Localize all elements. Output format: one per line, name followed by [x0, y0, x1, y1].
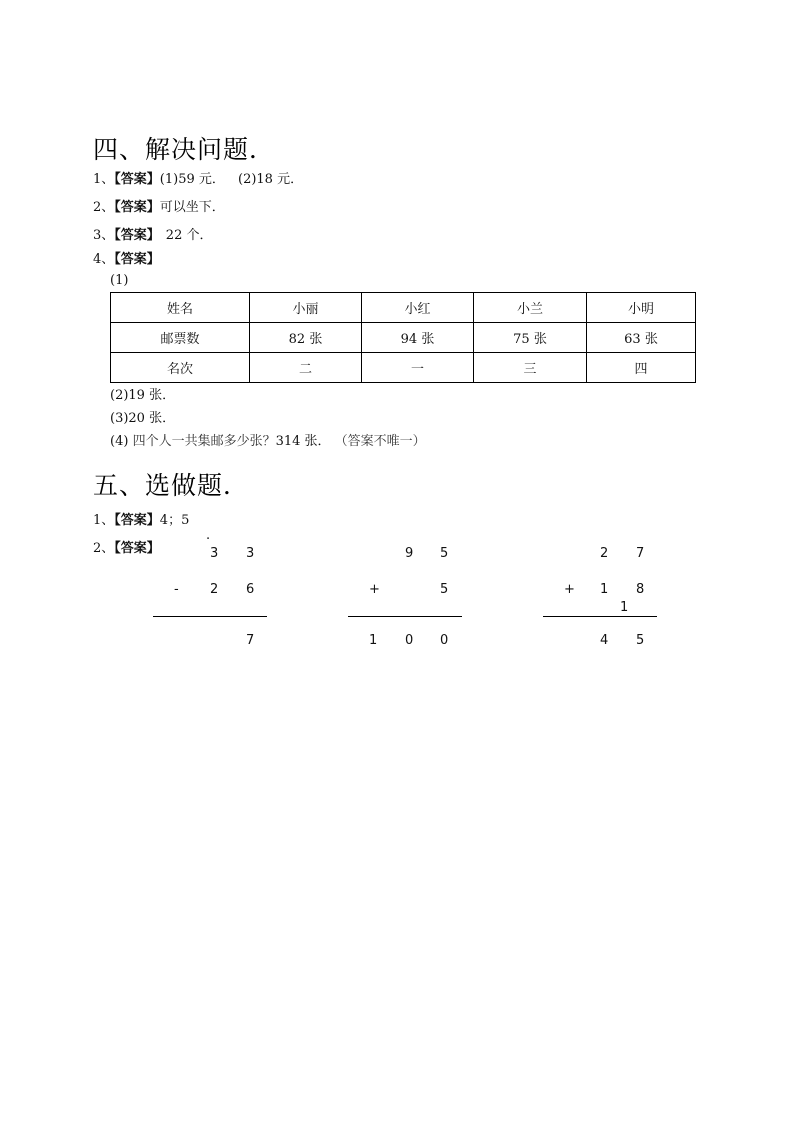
- calc-2-result-digit: 1: [369, 633, 378, 648]
- sub-4-note: （答案不唯一）: [334, 434, 426, 449]
- calc-3-carry: 1: [620, 600, 629, 615]
- answer-1-part-2: (2)18 元．: [238, 172, 304, 187]
- answer-number: 2、: [93, 541, 115, 556]
- answer-tag: 【答案】: [114, 228, 160, 243]
- answer-4-sub-2: (2)19 张．: [110, 388, 176, 403]
- answer-3: [93, 228, 212, 244]
- calc-3-rule: [543, 616, 657, 617]
- answer-tag: 【答案】: [114, 172, 160, 187]
- table-cell: 四: [587, 353, 696, 383]
- table-cell: 63 张: [587, 323, 696, 353]
- answer-1-part-1: (1)59 元．: [159, 172, 225, 187]
- table-cell: 名次: [111, 353, 250, 383]
- answer-2: [93, 200, 225, 216]
- table-row: [111, 293, 696, 323]
- table-cell: 姓名: [111, 293, 250, 323]
- calc-3-second-digit: 8: [636, 582, 645, 597]
- table-cell: 82 张: [250, 323, 362, 353]
- calc-3-top-digit: 7: [636, 546, 645, 561]
- table-cell: 三: [474, 353, 587, 383]
- table-cell: 小兰: [474, 293, 587, 323]
- table-cell: 75 张: [474, 323, 587, 353]
- answer-tag: 【答案】: [114, 200, 160, 215]
- calc-2-rule: [348, 616, 462, 617]
- section-4-title: 四、解决问题．: [93, 135, 276, 164]
- section-5-title: 五、选做题．: [93, 471, 250, 500]
- answer-1: [93, 172, 225, 188]
- sub-4-question: 四个人一共集邮多少张？: [132, 434, 276, 449]
- answer-2-text: 可以坐下．: [159, 200, 225, 215]
- calc-3-result-digit: 4: [600, 633, 609, 648]
- s5-answer-2: [93, 541, 160, 557]
- table-row: [111, 353, 696, 383]
- stamps-table: [110, 292, 696, 383]
- table-cell: 94 张: [362, 323, 474, 353]
- calc-3-top-digit: 2: [600, 546, 609, 561]
- table-cell: 小丽: [250, 293, 362, 323]
- answer-4-sub-3: (3)20 张．: [110, 411, 176, 426]
- answer-tag: 【答案】: [114, 541, 160, 556]
- s5-answer-1-text: 4；5: [159, 513, 190, 528]
- calc-2-top-digit: 9: [405, 546, 414, 561]
- calc-2-result-digit: 0: [440, 633, 449, 648]
- answer-number: 1、: [93, 172, 115, 187]
- answer-tag: 【答案】: [114, 252, 160, 267]
- answer-4-sub-1: (1): [110, 273, 129, 288]
- answer-tag: 【答案】: [114, 513, 160, 528]
- calc-2-second-digit: 5: [440, 582, 449, 597]
- calc-1-top-digit: 3: [246, 546, 255, 561]
- sub-4-label: (4): [110, 434, 129, 449]
- answer-number: 4、: [93, 252, 115, 267]
- table-cell: 小明: [587, 293, 696, 323]
- answer-number: 3、: [93, 228, 115, 243]
- answer-4: [93, 252, 160, 268]
- calc-3-second-digit: 1: [600, 582, 609, 597]
- calc-2-top-digit: 5: [440, 546, 449, 561]
- calc-1-second-digit: 2: [210, 582, 219, 597]
- answer-3-text: 22 个．: [165, 228, 213, 243]
- calc-3-result-digit: 5: [636, 633, 645, 648]
- answer-4-sub-4: [110, 434, 426, 450]
- table-cell: 一: [362, 353, 474, 383]
- calc-1-operator: -: [174, 582, 179, 597]
- table-cell: 二: [250, 353, 362, 383]
- calc-1-top-digit: 3: [210, 546, 219, 561]
- calc-1-result-digit: 7: [246, 633, 255, 648]
- table-row: [111, 323, 696, 353]
- s5-answer-1: [93, 513, 189, 529]
- answer-number: 1、: [93, 513, 115, 528]
- table-cell: 小红: [362, 293, 474, 323]
- sub-4-answer: 314 张．: [275, 434, 331, 449]
- calc-3-operator: +: [564, 582, 575, 597]
- table-cell: 邮票数: [111, 323, 250, 353]
- calc-1-second-digit: 6: [246, 582, 255, 597]
- calc-1-dot: .: [206, 528, 211, 543]
- answer-number: 2、: [93, 200, 115, 215]
- calc-2-operator: +: [369, 582, 380, 597]
- calc-1-rule: [153, 616, 267, 617]
- calc-2-result-digit: 0: [405, 633, 414, 648]
